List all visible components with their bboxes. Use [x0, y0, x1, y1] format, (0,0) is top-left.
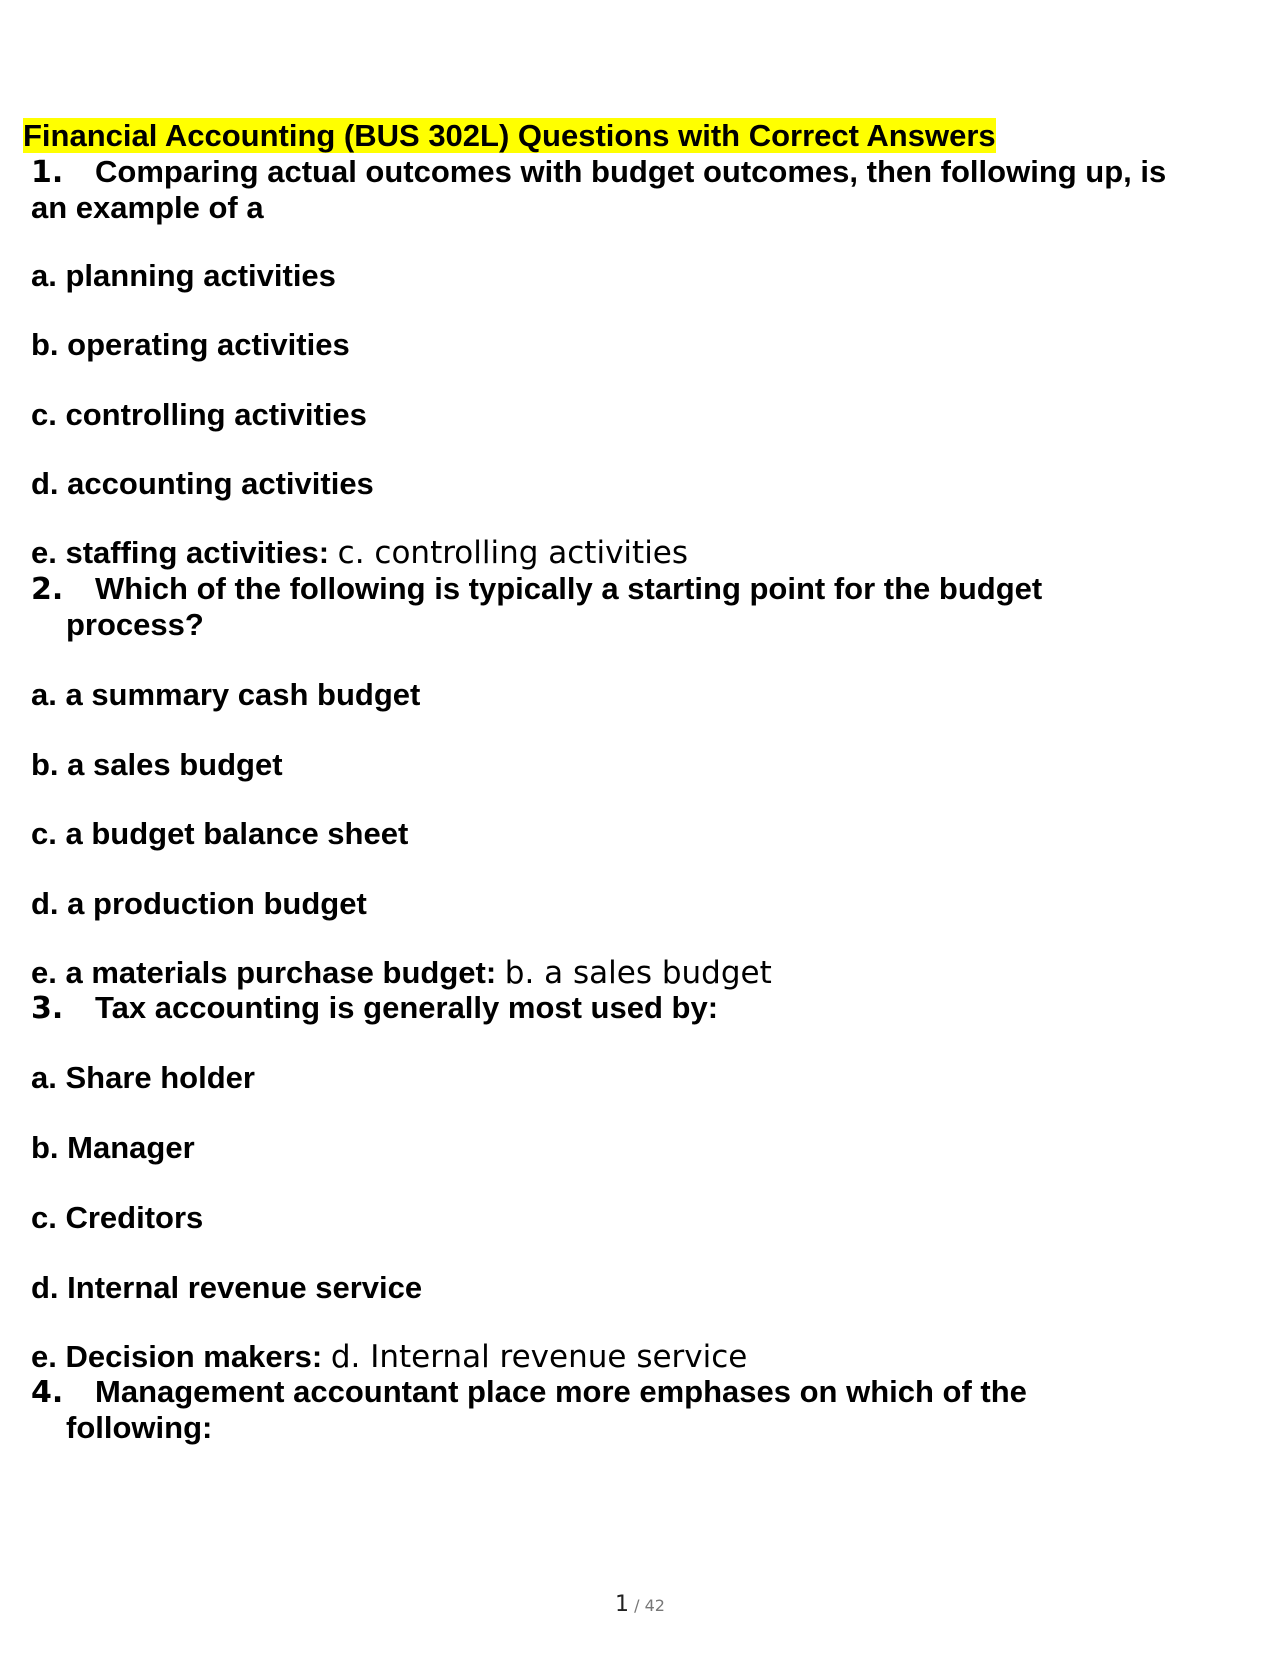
- question-3-line-1: [31, 989, 718, 1028]
- question-3-option-e-label: e. Decision makers:: [31, 1339, 323, 1374]
- question-1-option-c: c. controlling activities: [31, 397, 367, 432]
- page-indicator: [0, 1592, 1280, 1617]
- question-2-option-e-label: e. a materials purchase budget:: [31, 955, 497, 990]
- question-3-option-b: b. Manager: [31, 1130, 195, 1165]
- question-3-option-e: [31, 1338, 747, 1376]
- page-current: 1: [615, 1592, 630, 1617]
- question-3-option-a: a. Share holder: [31, 1060, 255, 1095]
- question-1-number: 1.: [31, 155, 64, 190]
- question-1-option-e: [31, 534, 688, 572]
- question-1-option-b: b. operating activities: [31, 327, 350, 362]
- question-1-text: Comparing actual outcomes with budget outcomes, then following up, is: [95, 154, 1167, 189]
- question-2-option-a: a. a summary cash budget: [31, 677, 421, 712]
- question-1-option-e-label: e. staffing activities:: [31, 535, 330, 570]
- page-total: 42: [644, 1596, 665, 1615]
- document-title: [23, 117, 996, 155]
- question-1-line-2: an example of a: [31, 190, 264, 225]
- question-2-option-c: c. a budget balance sheet: [31, 816, 409, 851]
- question-2-option-d: d. a production budget: [31, 886, 367, 921]
- question-4-line-1: [31, 1373, 1027, 1412]
- question-1-answer: c. controlling activities: [337, 535, 689, 571]
- question-1-line-1: [31, 153, 1166, 192]
- question-3-option-c: c. Creditors: [31, 1200, 204, 1235]
- question-4-text: Management accountant place more emphases on which of the: [95, 1374, 1027, 1409]
- question-1-option-a: a. planning activities: [31, 258, 336, 293]
- question-2-line-1: [31, 570, 1042, 609]
- question-3-answer: d. Internal revenue service: [330, 1339, 748, 1375]
- page-separator: /: [634, 1596, 640, 1615]
- question-3-option-d: d. Internal revenue service: [31, 1270, 423, 1305]
- question-4-line-2: following:: [66, 1410, 213, 1445]
- question-4-number: 4.: [31, 1375, 64, 1410]
- question-2-text: Which of the following is typically a starting point for the budget: [95, 571, 1043, 606]
- question-2-option-b: b. a sales budget: [31, 747, 283, 782]
- question-2-answer: b. a sales budget: [504, 955, 772, 991]
- document-title-text: Financial Accounting (BUS 302L) Questions with Correct Answers: [23, 118, 996, 153]
- question-2-number: 2.: [31, 572, 64, 607]
- question-3-number: 3.: [31, 991, 64, 1026]
- question-2-line-2: process?: [66, 607, 204, 642]
- question-2-option-e: [31, 954, 772, 992]
- question-3-text: Tax accounting is generally most used by:: [95, 990, 719, 1025]
- question-1-option-d: d. accounting activities: [31, 466, 374, 501]
